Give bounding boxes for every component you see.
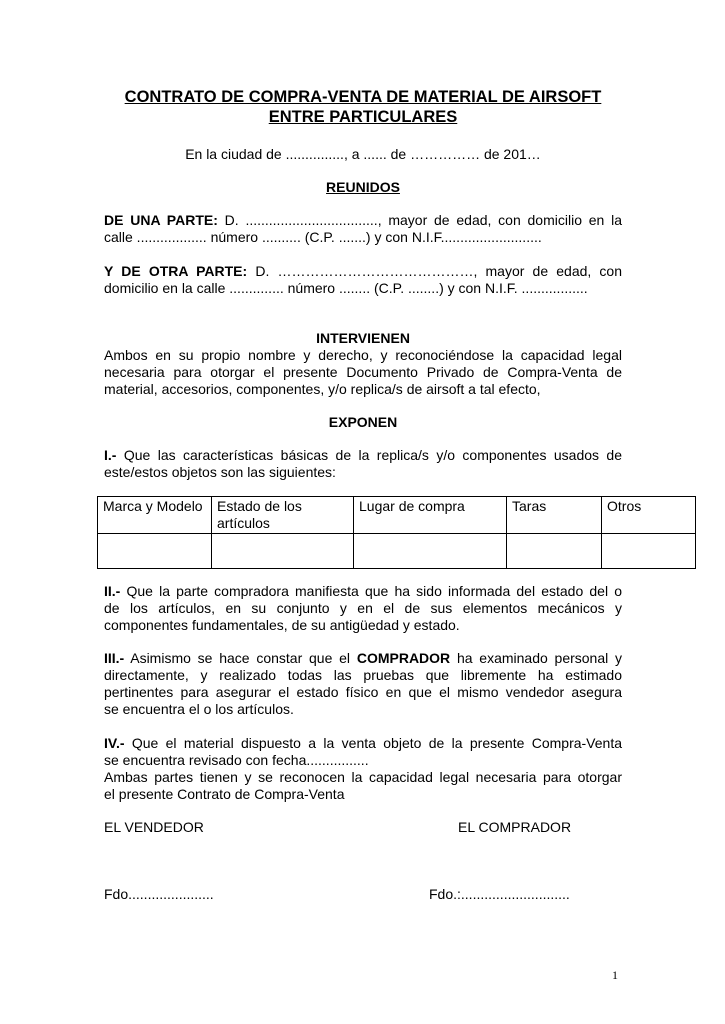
table-cell-taras <box>507 534 602 569</box>
table-header-otros: Otros <box>602 497 696 534</box>
closing-line-1: Ambas partes tienen y se reconocen la capacidad legal necesaria para otorgar <box>104 769 622 785</box>
fdo-vendedor: Fdo...................... <box>104 886 214 902</box>
fdo-comprador: Fdo.:............................ <box>429 886 570 902</box>
intervienen-heading: INTERVIENEN <box>316 330 410 346</box>
table-cell-estado <box>212 534 354 569</box>
parte-dos-label: Y DE OTRA PARTE: <box>104 263 248 279</box>
clause-iv-label: IV.- <box>104 735 125 751</box>
clause-i-line-1: I.- Que las características básicas de la replica/s y/o componentes usados de <box>104 447 622 463</box>
clause-iv-line-2: se encuentra revisado con fecha................ <box>104 752 369 768</box>
parte-uno-label: DE UNA PARTE: <box>104 212 218 228</box>
clause-i <box>104 447 622 481</box>
closing-line-2: el presente Contrato de Compra-Venta <box>104 786 345 802</box>
reunidos-heading: REUNIDOS <box>326 179 400 195</box>
clause-ii <box>104 583 622 634</box>
table-header-estado: Estado de los artículos <box>212 497 354 534</box>
clause-iii-line-1: III.- Asimismo se hace constar que el COMPRADOR ha examinado personal y <box>104 650 623 666</box>
clause-iii-label: III.- <box>104 650 125 666</box>
table-cell-otros <box>602 534 696 569</box>
clause-i-line-2: este/estos objetos son las siguientes: <box>104 464 336 480</box>
items-table <box>97 496 696 569</box>
clause-iv <box>104 735 622 803</box>
parte-dos-line-1: Y DE OTRA PARTE: D. ……………………………………, mayor de edad, con <box>104 263 622 279</box>
exponen-heading: EXPONEN <box>328 414 398 430</box>
intervienen-paragraph <box>104 347 622 398</box>
intervienen-line-3: material, accesorios, componentes, y/o replica/s de airsoft a tal efecto, <box>104 381 541 397</box>
comprador-bold: COMPRADOR <box>356 650 451 666</box>
vendedor-label: EL VENDEDOR <box>104 819 204 835</box>
intervienen-line-2: necesaria para otorgar el presente Documento Privado de Compra-Venta de <box>104 364 622 380</box>
title-line-2: ENTRE PARTICULARES <box>268 108 458 126</box>
parte-dos-paragraph <box>104 263 622 297</box>
items-table-header-row <box>98 497 696 534</box>
clause-iii-line-3: pertinentes para asegurar el estado físico en que el mismo vendedor asegura <box>104 684 622 700</box>
place-date-line: En la ciudad de ..............., a ...... de …………… de 201… <box>185 146 541 162</box>
clause-iii <box>104 650 622 718</box>
clause-iii-line-2: directamente, y realizado todas las pruebas que libremente ha estimado <box>104 667 622 683</box>
table-header-lugar: Lugar de compra <box>354 497 507 534</box>
clause-ii-line-3: componentes fundamentales, de su antigüedad y estado. <box>104 617 460 633</box>
clause-i-label: I.- <box>104 447 117 463</box>
clause-ii-line-1: II.- Que la parte compradora manifiesta que ha sido informada del estado del o <box>104 583 622 599</box>
table-cell-marca <box>98 534 212 569</box>
title-line-1: CONTRATO DE COMPRA-VENTA DE MATERIAL DE AIRSOFT <box>124 88 602 106</box>
parte-dos-line-2: domicilio en la calle .............. número ........ (C.P. ........) y con N.I.F. ................. <box>104 280 588 296</box>
items-table-empty-row <box>98 534 696 569</box>
parte-uno-line-2: calle .................. número .......... (C.P. .......) y con N.I.F.......................... <box>104 229 542 245</box>
clause-iv-line-1: IV.- Que el material dispuesto a la venta objeto de la presente Compra-Venta <box>104 735 622 751</box>
table-header-taras: Taras <box>507 497 602 534</box>
document-title <box>104 87 622 127</box>
parte-uno-paragraph <box>104 212 622 246</box>
clause-iii-line-4: se encuentra el o los artículos. <box>104 701 294 717</box>
comprador-label: EL COMPRADOR <box>458 819 572 835</box>
page-number: 1 <box>612 968 618 982</box>
intervienen-line-1: Ambos en su propio nombre y derecho, y reconociéndose la capacidad legal <box>104 347 622 363</box>
table-cell-lugar <box>354 534 507 569</box>
table-header-marca: Marca y Modelo <box>98 497 212 534</box>
clause-ii-line-2: de los artículos, en su conjunto y en el de sus elementos mecánicos y <box>104 600 622 616</box>
parte-uno-line-1: DE UNA PARTE: D. .................................., mayor de edad, con domicilio en la <box>104 212 623 228</box>
clause-ii-label: II.- <box>104 583 121 599</box>
